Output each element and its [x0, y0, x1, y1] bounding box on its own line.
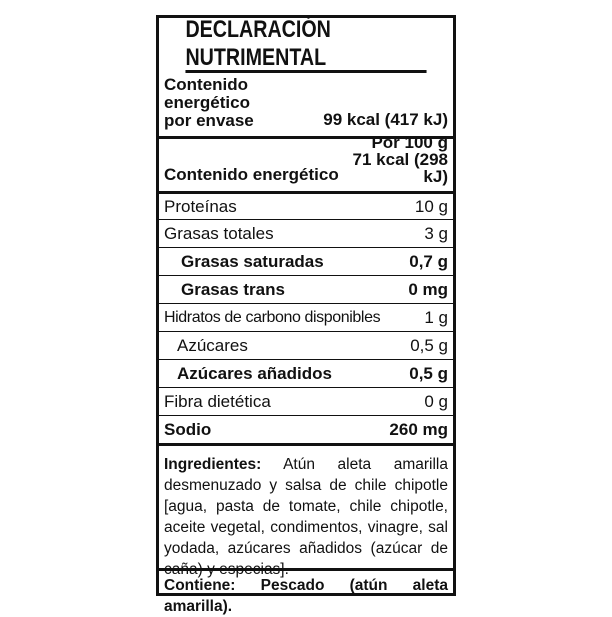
nutrient-row-grasas-totales	[159, 219, 453, 247]
nutrient-row-grasas-saturadas	[159, 247, 453, 275]
nutrient-value: 3 g	[424, 223, 448, 243]
energy-per-package-label-line1: Contenido energético	[164, 75, 250, 112]
contains-block	[159, 568, 453, 615]
nutrient-label: Hidratos de carbono disponibles	[164, 308, 381, 326]
energy-per-package-label	[164, 76, 323, 130]
nutrient-value: 1 g	[424, 307, 448, 327]
nutrient-value: 0 mg	[408, 279, 448, 299]
nutrient-value: 0,7 g	[409, 251, 448, 271]
nutrient-label: Grasas totales	[164, 223, 274, 243]
nutrient-row-azucares	[159, 331, 453, 359]
per-100g-header: Por 100 g	[371, 133, 448, 152]
nutrient-value: 260 mg	[389, 419, 448, 439]
nutrient-row-sodio	[159, 415, 453, 443]
nutrient-label: Grasas saturadas	[181, 251, 324, 271]
nutrient-row-grasas-trans	[159, 275, 453, 303]
nutrition-label	[156, 15, 456, 615]
energy-per-package-value: 99 kcal (417 kJ)	[323, 110, 448, 129]
energy-per-100g-value: 71 kcal (298 kJ)	[352, 150, 448, 186]
ingredients-block	[159, 443, 453, 578]
contains-label: Contiene:	[164, 577, 236, 594]
nutrient-label: Grasas trans	[181, 279, 285, 299]
ingredients-label: Ingredientes:	[164, 456, 262, 473]
nutrient-value: 0,5 g	[410, 335, 448, 355]
nutrient-row-fibra	[159, 387, 453, 415]
energy-per-100g-values	[339, 134, 448, 185]
nutrient-label: Proteínas	[164, 196, 237, 216]
nutrient-row-azucares-anadidos	[159, 359, 453, 387]
ingredients-text: Atún aleta amarilla desmenuzado y salsa de chile chipotle [agua, pasta de tomate, chile chipotle, aceite vegetal, condimentos, vinagre, sal yodada, azúcares añadidos (azúcar de caña) y especias].	[164, 456, 448, 578]
contains-text: Pescado (atún aleta amarilla).	[164, 577, 448, 615]
nutrient-label: Azúcares añadidos	[177, 363, 332, 383]
nutrient-label: Sodio	[164, 419, 212, 439]
energy-per-package-row	[159, 73, 453, 136]
nutrient-value: 10 g	[414, 196, 448, 216]
nutrient-label: Fibra dietética	[164, 391, 271, 411]
nutrient-row-proteinas	[159, 191, 453, 219]
nutrient-value: 0 g	[424, 391, 448, 411]
nutrient-row-hidratos	[159, 303, 453, 331]
nutrient-label: Azúcares	[177, 335, 248, 355]
label-title: DECLARACIÓN NUTRIMENTAL	[185, 18, 426, 73]
nutrient-value: 0,5 g	[409, 363, 448, 383]
energy-per-package-label-line2: por envase	[164, 111, 254, 130]
energy-per-100g-row	[159, 133, 453, 191]
energy-per-100g-label: Contenido energético	[164, 165, 339, 184]
